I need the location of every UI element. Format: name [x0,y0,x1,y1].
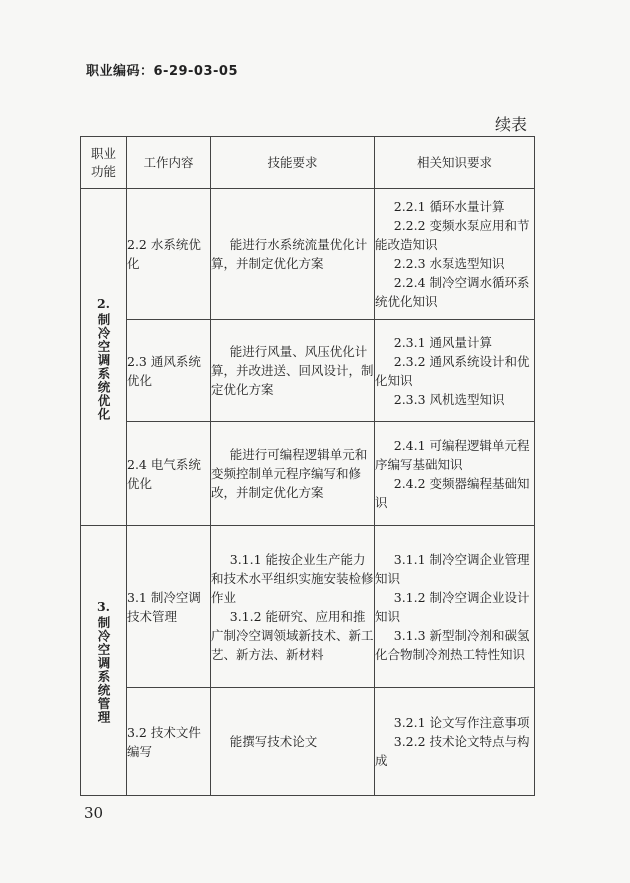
function-number: 3. [96,599,111,614]
job-code: 职业编码：6-29-03-05 [86,64,239,79]
knowledge-cell: 2.3.1 通风量计算 2.3.2 通风系统设计和优化知识 2.3.3 风机选型知识 [375,320,535,422]
table-header-row [81,137,535,189]
function-cell [81,189,127,526]
function-name: 制冷空调系统优化 [96,312,111,421]
knowledge-cell: 2.4.1 可编程逻辑单元程序编写基础知识 2.4.2 变频器编程基础知识 [375,422,535,526]
table-row [81,422,535,526]
content-cell: 2.4 电气系统优化 [127,422,211,526]
table-row [81,320,535,422]
continued-label: 续表 [495,115,528,134]
function-number: 2. [96,295,111,311]
knowledge-cell: 2.2.1 循环水量计算 2.2.2 变频水泵应用和节能改造知识 2.2.3 水泵选型知识 2.2.4 制冷空调水循环系统优化知识 [375,189,535,320]
knowledge-cell: 3.2.1 论文写作注意事项 3.2.2 技术论文特点与构成 [375,688,535,796]
skill-cell: 能进行风量、风压优化计算，并改进送、回风设计，制定优化方案 [211,320,375,422]
column-header: 相关知识要求 [375,137,535,189]
function-name: 制冷空调系统管理 [96,616,111,724]
skill-cell: 3.1.1 能按企业生产能力和技术水平组织实施安装检修作业 3.1.2 能研究、应用和推广制冷空调领域新技术、新工艺、新方法、新材料 [211,526,375,688]
skill-cell: 能进行可编程逻辑单元和变频控制单元程序编写和修改，并制定优化方案 [211,422,375,526]
column-header: 技能要求 [211,137,375,189]
knowledge-cell: 3.1.1 制冷空调企业管理知识 3.1.2 制冷空调企业设计知识 3.1.3 新型制冷剂和碳氢化合物制冷剂热工特性知识 [375,526,535,688]
table-row [81,688,535,796]
content-cell: 3.2 技术文件编写 [127,688,211,796]
table-row [81,526,535,688]
column-header: 职业功能 [81,137,127,189]
column-header: 工作内容 [127,137,211,189]
skill-cell: 能进行水系统流量优化计算，并制定优化方案 [211,189,375,320]
content-cell: 3.1 制冷空调技术管理 [127,526,211,688]
table-row [81,189,535,320]
skills-table [80,136,535,796]
skill-cell: 能撰写技术论文 [211,688,375,796]
page-number: 30 [84,804,104,822]
function-cell [81,526,127,796]
content-cell: 2.3 通风系统优化 [127,320,211,422]
content-cell: 2.2 水系统优化 [127,189,211,320]
